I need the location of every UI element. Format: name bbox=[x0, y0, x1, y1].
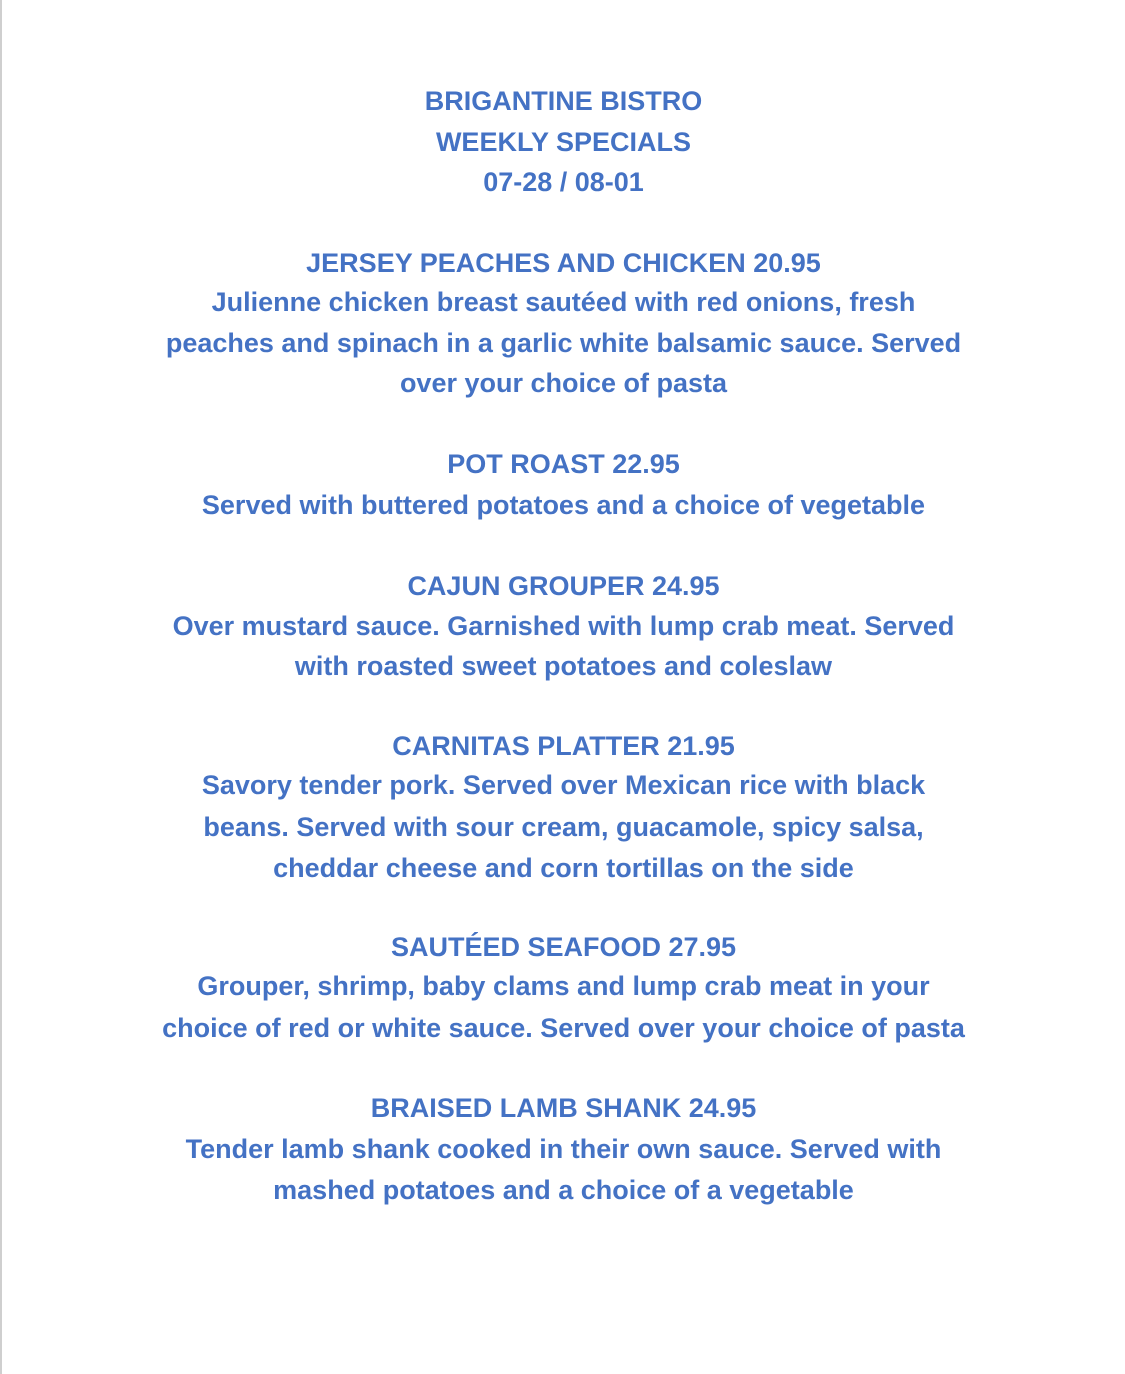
special-title: SAUTÉED SEAFOOD 27.95 bbox=[390, 932, 737, 962]
special-description-line: peaches and spinach in a garlic white balsamic sauce. Served bbox=[165, 328, 962, 358]
restaurant-name: BRIGANTINE BISTRO bbox=[424, 86, 703, 116]
special-description-line: Julienne chicken breast sautéed with red onions, fresh bbox=[211, 287, 916, 317]
special-description-line: Grouper, shrimp, baby clams and lump crab meat in your bbox=[197, 971, 930, 1001]
special-description-line: cheddar cheese and corn tortillas on the side bbox=[273, 853, 854, 883]
special-title: CAJUN GROUPER 24.95 bbox=[407, 571, 720, 601]
menu-dates: 07-28 / 08-01 bbox=[483, 167, 644, 197]
special-description-line: choice of red or white sauce. Served over your choice of pasta bbox=[162, 1013, 965, 1043]
special-description-line: with roasted sweet potatoes and coleslaw bbox=[294, 651, 833, 681]
special-description-line: mashed potatoes and a choice of a vegetable bbox=[273, 1175, 854, 1205]
special-title: CARNITAS PLATTER 21.95 bbox=[392, 731, 735, 761]
special-description-line: beans. Served with sour cream, guacamole, spicy salsa, bbox=[203, 812, 924, 842]
special-description-line: over your choice of pasta bbox=[399, 368, 728, 398]
special-description-line: Over mustard sauce. Garnished with lump crab meat. Served bbox=[172, 611, 955, 641]
menu-subtitle: WEEKLY SPECIALS bbox=[435, 127, 692, 157]
special-description-line: Savory tender pork. Served over Mexican rice with black bbox=[201, 770, 926, 800]
special-title: BRAISED LAMB SHANK 24.95 bbox=[370, 1093, 757, 1123]
special-title: JERSEY PEACHES AND CHICKEN 20.95 bbox=[306, 248, 821, 278]
special-title: POT ROAST 22.95 bbox=[447, 449, 680, 479]
special-description-line: Tender lamb shank cooked in their own sauce. Served with bbox=[185, 1134, 942, 1164]
special-description-line: Served with buttered potatoes and a choice of vegetable bbox=[201, 490, 926, 520]
